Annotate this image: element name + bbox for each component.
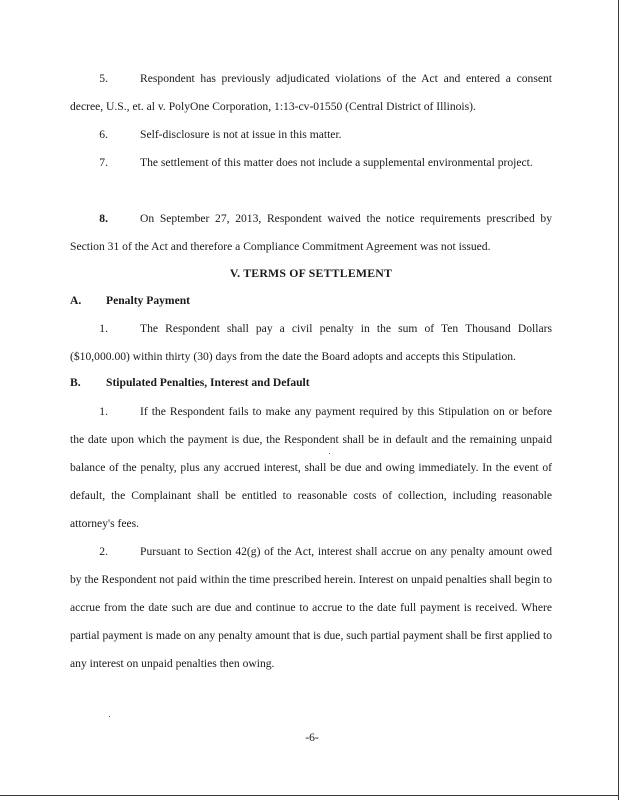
paragraph-8: [70, 205, 552, 261]
section-a-heading: [70, 294, 190, 307]
paragraph-text: Self-disclosure is not at issue in this matter.: [140, 128, 342, 141]
section-letter: B.: [70, 376, 81, 389]
paragraph-text: If the Respondent fails to make any payment required by this Stipulation on or before the date upon which the payment is due, the Respondent shall be in default and the remaining unpaid balance of the penalty, plus any accrued interest, shall be due and owing immediately. In the event of default, the Complainant shall be entitled to reasonable costs of collection, including reasonable attorney's fees.: [70, 405, 552, 530]
page-number: -6-: [305, 731, 319, 744]
paragraph-text: The Respondent shall pay a civil penalty in the sum of Ten Thousand Dollars ($10,000.00) within thirty (30) days from the date the Board adopts and accepts this Stipulation.: [70, 322, 552, 363]
paragraph-number: 1.: [99, 405, 108, 418]
scan-border-bottom: [0, 795, 619, 796]
paragraph-a-1: [70, 315, 552, 371]
scan-speck: [109, 716, 110, 717]
section-title: V. TERMS OF SETTLEMENT: [229, 266, 393, 280]
paragraph-number: 8.: [99, 212, 108, 225]
scan-speck: [329, 453, 330, 454]
paragraph-text: Respondent has previously adjudicated violations of the Act and entered a consent decree, U.S., et. al v. PolyOne Corporation, 1:13-cv-01550 (Central District of Illinois).: [70, 72, 552, 113]
paragraph-number: 5.: [99, 72, 108, 85]
paragraph-number: 7.: [99, 156, 108, 169]
paragraph-number: 2.: [99, 545, 108, 558]
section-b-heading: [70, 376, 310, 389]
paragraph-6: [70, 121, 552, 149]
scan-border-right: [618, 0, 619, 800]
section-letter: A.: [70, 294, 82, 307]
paragraph-b-1: [70, 398, 552, 538]
paragraph-7: [70, 149, 552, 177]
paragraph-5: [70, 65, 552, 121]
paragraph-b-2: [70, 538, 552, 678]
paragraph-text: The settlement of this matter does not include a supplemental environmental project.: [140, 156, 533, 169]
section-heading-text: Penalty Payment: [106, 294, 191, 307]
paragraph-text: Pursuant to Section 42(g) of the Act, interest shall accrue on any penalty amount owed by the Respondent not paid within the time prescribed herein. Interest on unpaid penalties shall begin to accrue from the date such are due and continue to accrue to the date full payment is received. Where partial payment is made on any penalty amount that is due, such partial payment shall be first applied to any interest on unpaid penalties then owing.: [70, 545, 552, 670]
paragraph-number: 1.: [99, 322, 108, 335]
paragraph-number: 6.: [99, 128, 108, 141]
section-heading-text: Stipulated Penalties, Interest and Default: [106, 376, 310, 389]
paragraph-text: On September 27, 2013, Respondent waived the notice requirements prescribed by Section 31 of the Act and therefore a Compliance Commitment Agreement was not issued.: [70, 212, 552, 253]
